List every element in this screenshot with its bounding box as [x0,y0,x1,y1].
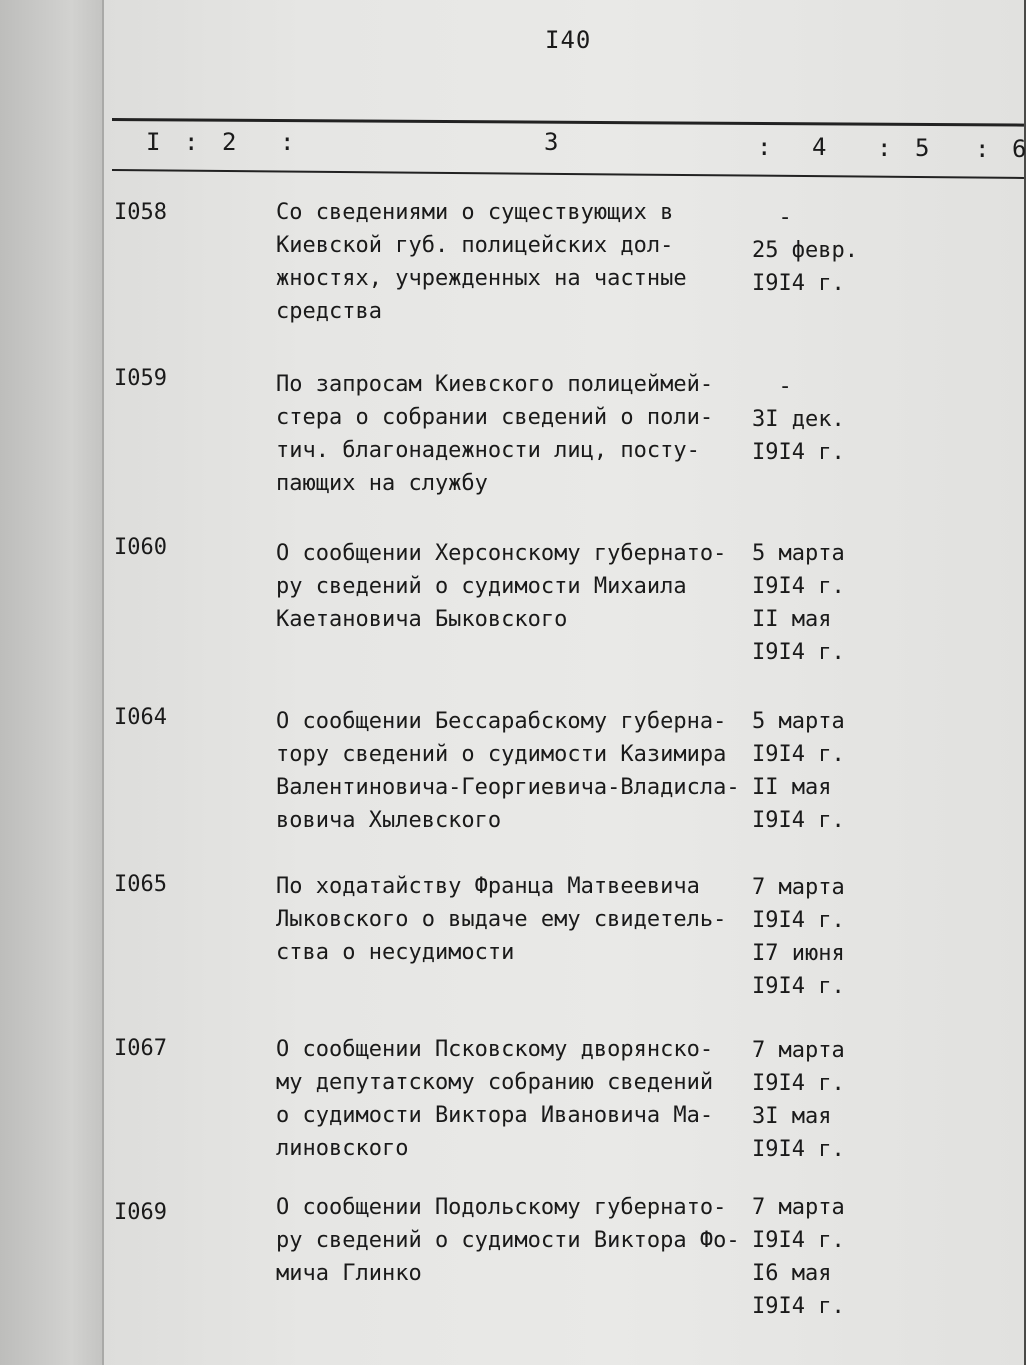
entry-number: I060 [114,535,167,560]
entry-number: I067 [114,1036,167,1061]
entry-description: О сообщении Херсонскому губернато- ру сведений о судимости Михаила Каетановича Быковского [276,541,727,632]
column-header-1: I [146,128,161,156]
entry-dates: 7 марта I9I4 г. 3I мая I9I4 г. [752,1038,845,1162]
entry-dates: 7 марта I9I4 г. I7 июня I9I4 г. [752,875,845,999]
entry-dates: 7 марта I9I4 г. I6 мая I9I4 г. [752,1195,845,1319]
column-header-4: 4 [812,133,827,161]
column-header-2: 2 [222,128,237,156]
entry-dates: 5 марта I9I4 г. II мая I9I4 г. [752,541,845,665]
entry-number: I065 [114,872,167,897]
column-header-3: 3 [544,128,559,156]
entry-dates: 5 марта I9I4 г. II мая I9I4 г. [752,709,845,833]
previous-page-edge [0,0,104,1365]
column-separator: : [184,128,199,156]
column-header-6: 6 [1012,135,1026,163]
entry-description: О сообщении Подольскому губернато- ру сведений о судимости Виктора Фо- мича Глинко [276,1195,740,1286]
entry-number: I059 [114,366,167,391]
entry-description: По ходатайству Франца Матвеевича Лыковского о выдаче ему свидетель- ства о несудимости [276,874,727,965]
entry-description: О сообщении Бессарабскому губерна- тору сведений о судимости Казимира Валентиновича-Георгиевича-Владисла- вовича Хылевского [276,709,740,833]
header-top-rule [112,118,1024,127]
entry-number: I069 [114,1200,167,1225]
column-separator: : [757,133,772,161]
column-separator: : [975,135,990,163]
header-bottom-rule [112,169,1024,179]
entry-description: О сообщении Псковскому дворянско- му депутатскому собранию сведений о судимости Виктора Ивановича Ма- линовского [276,1037,714,1161]
entry-dates: - 25 февр. I9I4 г. [752,205,858,296]
entry-number: I064 [114,705,167,730]
column-header-5: 5 [915,134,930,162]
entry-description: По запросам Киевского полицеймей- стера о собрании сведений о поли- тич. благонадежности лиц, посту- пающих на службу [276,372,714,496]
column-separator: : [280,128,295,156]
column-separator: : [877,134,892,162]
entry-dates: - 3I дек. I9I4 г. [752,374,845,465]
page-number: I40 [545,26,592,54]
entry-number: I058 [114,200,167,225]
entry-description: Со сведениями о существующих в Киевской губ. полицейских дол- жностях, учрежденных на частные средства [276,200,687,324]
